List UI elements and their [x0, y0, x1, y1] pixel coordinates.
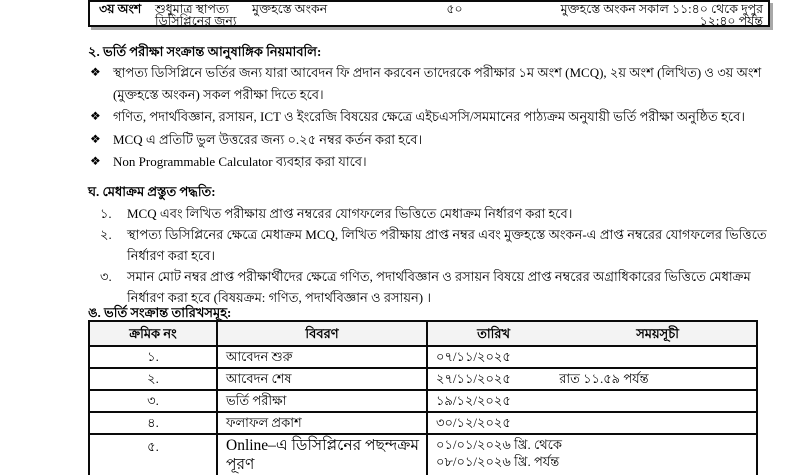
exam-part-schedule: মুক্তহস্তে অংকন সকাল ১১:৪০ থেকে দুপুর ১২:৪০ পর্যন্ত	[560, 2, 763, 28]
date-to: ০৮/০১/২০২৬ খ্রি. পর্যন্ত	[436, 454, 560, 469]
exam-part-mode: মুক্তহস্তে অংকন	[252, 2, 328, 16]
table-row	[90, 389, 756, 411]
row-date: ০৭/১১/২০২৫	[436, 349, 511, 365]
rules-bullet-item	[90, 129, 790, 151]
diamond-bullet-icon: ❖	[90, 65, 101, 79]
row-date-schedule	[428, 369, 756, 389]
rules-bullet-text: গণিত, পদার্থবিজ্ঞান, রসায়ন, ICT ও ইংরেজি বিষয়ের ক্ষেত্রে এইচএসসি/সমমানের পাঠ্যক্রম অনুযায়ী ভর্তি পরীক্ষা অনুষ্ঠিত হবে।	[113, 109, 745, 124]
table-row	[90, 433, 756, 475]
diamond-bullet-icon: ❖	[90, 131, 101, 146]
header-description: বিবরণ	[218, 322, 428, 345]
date-from: ০১/০১/২০২৬ খ্রি. থেকে	[436, 437, 562, 452]
diamond-bullet-icon: ❖	[90, 154, 101, 168]
row-date-range	[428, 435, 756, 470]
exam-parts-table-row	[88, 0, 770, 27]
row-description: ভর্তি পরীক্ষা	[218, 391, 428, 411]
row-time: রাত ১১.৫৯ পর্যন্ত	[559, 371, 649, 387]
header-schedule: সময়সূচী	[636, 325, 679, 341]
table-row	[90, 367, 756, 389]
admission-dates-table	[88, 320, 758, 475]
scope-line2: ডিসিপ্লিনের জন্য	[155, 14, 237, 28]
row-date: ২৭/১১/২০২৫	[436, 371, 511, 387]
row-serial: ১.	[90, 347, 218, 367]
table-row	[90, 411, 756, 433]
dates-section-heading: ঙ. ভর্তি সংক্রান্ত তারিখসমূহ:	[88, 305, 232, 320]
dates-table-header-row	[90, 322, 756, 345]
merit-item-number: ২.	[100, 227, 112, 242]
row-serial: ২.	[90, 369, 218, 389]
row-description: ফলাফল প্রকাশ	[218, 413, 428, 433]
merit-section-heading: ঘ. মেধাক্রম প্রস্তুত পদ্ধতি:	[88, 184, 216, 199]
rules-section-heading: ২. ভর্তি পরীক্ষা সংক্রান্ত আনুষাঙ্গিক নিয়মাবলি:	[88, 44, 322, 59]
row-date-schedule	[428, 413, 756, 433]
merit-list-item	[98, 266, 790, 308]
row-date: ৩০/১২/২০২৫	[436, 415, 511, 431]
scope-line1: শুধুমাত্র স্থাপত্য	[155, 2, 230, 16]
rules-bullet-item	[90, 62, 790, 105]
row-serial: ৪.	[90, 413, 218, 433]
merit-item-text: স্থাপত্য ডিসিপ্লিনের ক্ষেত্রে মেধাক্রম MCQ, লিখিত পরীক্ষায় প্রাপ্ত নম্বর এবং মুক্তহস্তে অংকন-এ প্রাপ্ত নম্বরের যোগফলের ভিত্তিতে নির্ধারণ করা হবে।	[127, 227, 767, 263]
merit-item-text: সমান মোট নম্বর প্রাপ্ত পরীক্ষার্থীদের ক্ষেত্রে গণিত, পদার্থবিজ্ঞান ও রসায়ন বিষয়ে প্রাপ্ত নম্বরের অগ্রাধিকারের ভিত্তিতে মেধাক্রম নির্ধারণ করা হবে (বিষয়ক্রম: গণিত, পদার্থবিজ্ঞান ও রসায়ন) ।	[127, 269, 751, 305]
exam-part-marks: ৫০	[446, 2, 463, 16]
rules-bullet-list	[90, 62, 790, 173]
rules-bullet-text: MCQ এ প্রতিটি ভুল উত্তরের জন্য ০.২৫ নম্বর কর্তন করা হবে।	[113, 131, 423, 147]
merit-item-text: MCQ এবং লিখিত পরীক্ষায় প্রাপ্ত নম্বরের যোগফলের ভিত্তিতে মেধাক্রম নির্ধারণ করা হবে।	[127, 206, 573, 221]
row-date-schedule	[428, 391, 756, 411]
row-date-schedule	[428, 347, 756, 367]
rules-bullet-item	[90, 106, 790, 128]
merit-item-number: ৩.	[100, 269, 112, 284]
row-date-schedule	[428, 435, 756, 475]
merit-list-item	[98, 203, 790, 224]
rules-bullet-text: স্থাপত্য ডিসিপ্লিনে ভর্তির জন্য যারা আবেদন ফি প্রদান করবেন তাদেরকে পরীক্ষার ১ম অংশ (MCQ), ২য় অংশ (লিখিত) ও ৩য় অংশ (মুক্তহস্তে অংকন) সকল পরীক্ষা দিতে হবে।	[113, 65, 762, 102]
exam-part-label: ৩য় অংশ	[99, 2, 142, 16]
rules-bullet-text: Non Programmable Calculator ব্যবহার করা যাবে।	[113, 154, 367, 169]
exam-part-scope	[155, 3, 252, 27]
row-description: আবেদন শেষ	[218, 369, 428, 389]
diamond-bullet-icon: ❖	[90, 109, 101, 123]
header-date: তারিখ	[477, 325, 511, 341]
rules-bullet-item	[90, 151, 790, 173]
header-serial: ক্রমিক নং	[90, 322, 218, 345]
row-serial: ৫.	[90, 435, 218, 475]
table-row	[90, 345, 756, 367]
row-description: Online–এ ডিসিপ্লিনের পছন্দক্রম পূরণ	[218, 435, 428, 475]
header-date-schedule	[428, 322, 756, 345]
merit-numbered-list	[98, 203, 790, 308]
merit-list-item	[98, 224, 790, 266]
row-description: আবেদন শুরু	[218, 347, 428, 367]
row-serial: ৩.	[90, 391, 218, 411]
merit-item-number: ১.	[100, 206, 112, 221]
row-date: ১৯/১২/২০২৫	[436, 393, 511, 409]
